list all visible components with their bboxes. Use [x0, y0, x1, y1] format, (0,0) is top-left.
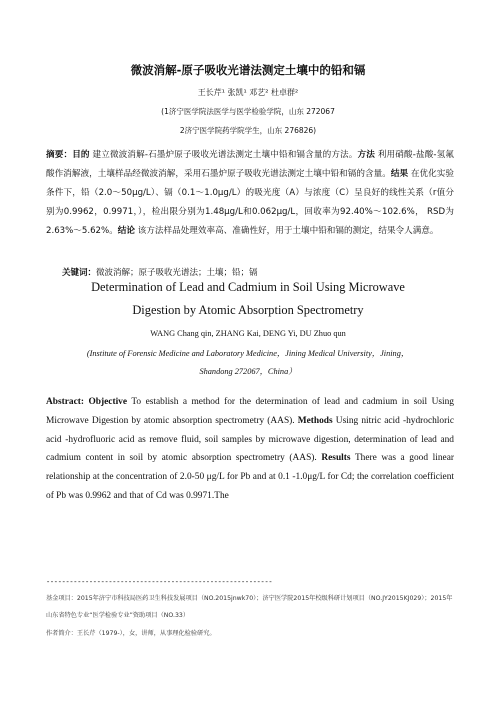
conclusion-text-cn: 该方法样品处理效率高、准确性好，用于土壤中铅和镉的测定，结果令人满意。	[135, 226, 439, 237]
results-text-en: There was a good linear relationship at the concentration of 2.0-50 μg/L for Pb and at 0.1 -1.0μg/L for Cd; the correlation coefficient of Pb was 0.9962 and that of Cd was 0.9971.The	[46, 453, 454, 501]
method-text-cn: 利用硝酸-盐酸-氢氟酸作消解液，土壤样品经微波消解，采用石墨炉原子吸收光谱法测定土壤中铅和镉的含量。	[46, 150, 454, 180]
objective-text-cn: 建立微波消解-石墨炉原子吸收光谱法测定土壤中铅和镉含量的方法。	[89, 150, 358, 160]
affiliation-en-1: (Institute of Forensic Medicine and Laboratory Medicine，Jining Medical University，Jining，	[86, 349, 410, 358]
abstract-en	[46, 393, 454, 506]
footnote-fund: 基金项目：2015年济宁市科技局医药卫生科技发展项目（NO.2015jnwk70）；济宁医学院2015年校级科研计划项目（NO.JY2015KJ029）；2015年山东省特色专业“医学检验专业”资助项目（NO.33）	[46, 595, 453, 619]
keywords-cn-label: 关键词：	[62, 268, 97, 278]
affiliation-cn-1: (1济宁医学院法医学与医学检验学院，山东 272067	[161, 107, 335, 116]
title-cn: 微波消解-原子吸收光谱法测定土壤中的铅和镉	[130, 63, 366, 77]
methods-text-en: Using nitric acid -hydrochloric acid -hydrofluoric acid as remove fluid, soil samples by microwave digestion, determination of lead and cadmium content in soil by atomic absorption spectrometry (AAS).	[46, 415, 454, 464]
affiliation-en-2: Shandong 272067，China）	[199, 367, 297, 376]
objective-label-cn: 目的	[72, 150, 90, 160]
title-en-line1: Determination of Lead and Cadmium in Soil Using Microwave	[91, 280, 405, 294]
conclusion-label-cn: 结论	[117, 226, 135, 237]
result-text-cn: 在优化实验条件下，铅（2.0～50μg/L）、镉（0.1～1.0μg/L）的吸光度（A）与浓度（C）呈良好的线性关系（r值分别为0.9962，0.9971，），检出限分别为1.48μg/L和0.062μg/L，回收率为92.40%～102.6%， RSD为2.63%～5.62%。	[46, 169, 454, 237]
keywords-cn	[62, 266, 258, 278]
abstract-cn-label: 摘要：	[46, 150, 73, 160]
method-label-cn: 方法	[357, 150, 375, 160]
abstract-en-label: Abstract: Objective	[46, 397, 128, 407]
authors-cn: 王长芹¹ 张凯¹ 邓艺² 杜卓群²	[197, 88, 299, 97]
keywords-cn-text: 微波消解；原子吸收光谱法；土壤；铅；镉	[96, 268, 258, 278]
affiliation-cn-2: 2济宁医学院药学院学生，山东 276826)	[179, 126, 317, 135]
result-label-cn: 结果	[390, 169, 409, 180]
objective-text-en: To establish a method for the determination of lead and cadmium in soil Using Microwave Digestion by atomic absorption spectrometry (AAS).	[46, 397, 454, 426]
results-label-en: Results	[321, 453, 351, 464]
methods-label-en: Methods	[297, 415, 333, 426]
footnote-author: 作者简介：王长芹（1979-），女，讲师，从事理化检验研究。	[46, 630, 216, 637]
authors-en: WANG Chang qin, ZHANG Kai, DENG Yi, DU Zhuo qun	[150, 329, 346, 338]
abstract-cn	[46, 146, 454, 241]
footnote-divider: ----------------------------------------------------------	[46, 579, 273, 587]
title-en-line2: Digestion by Atomic Absorption Spectrometry	[132, 303, 364, 317]
